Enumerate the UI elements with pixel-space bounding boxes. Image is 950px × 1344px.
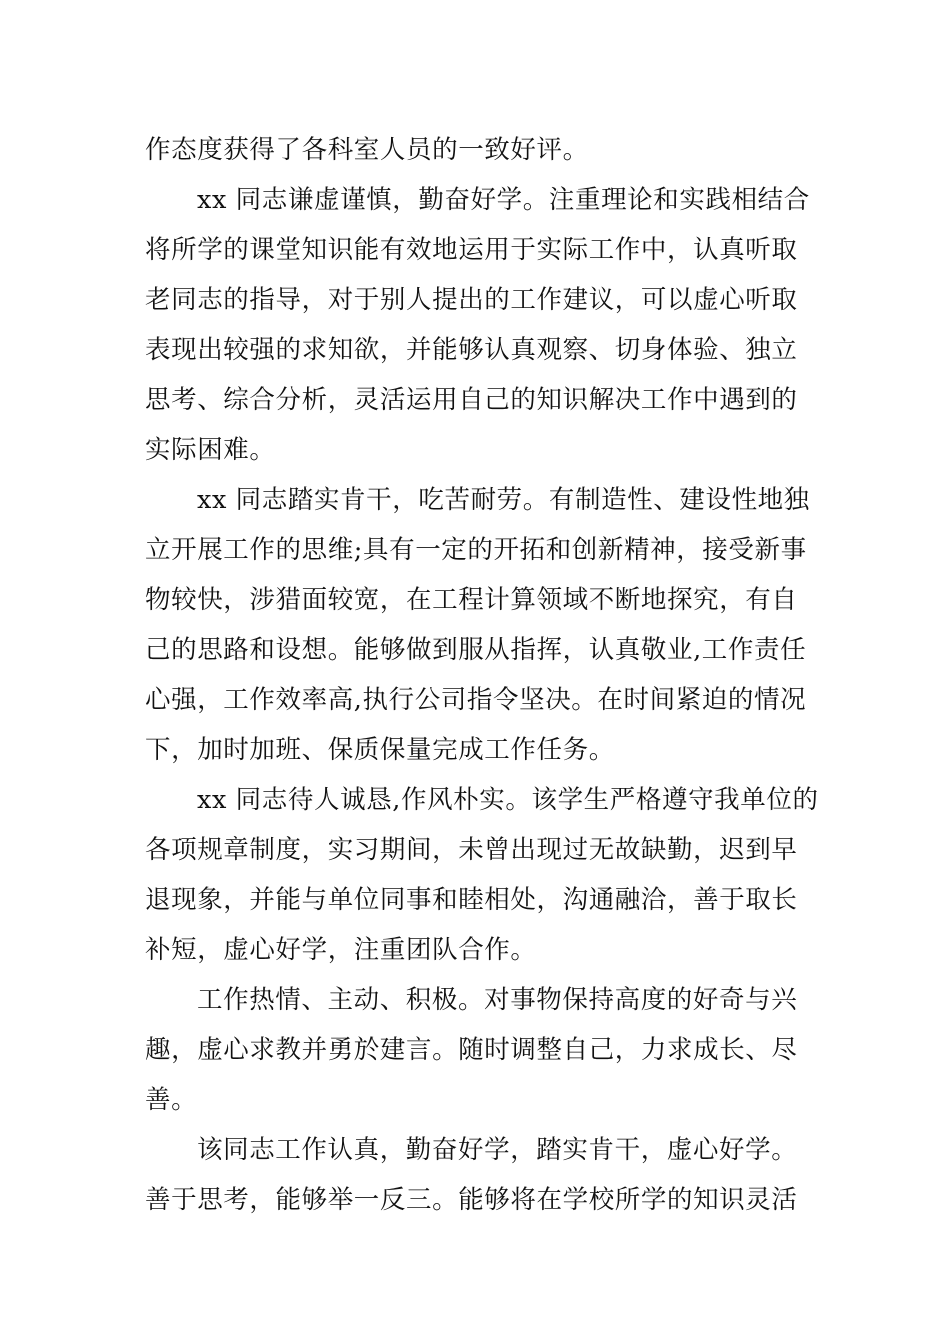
text-line: 己的思路和设想。能够做到服从指挥，认真敬业,工作责任: [145, 635, 807, 665]
paragraph-start-line: xx 同志谦虚谨慎，勤奋好学。注重理论和实践相结合: [197, 185, 810, 215]
text-line: 善于思考，能够举一反三。能够将在学校所学的知识灵活: [145, 1185, 798, 1215]
paragraph-start-line: xx 同志待人诚恳,作风朴实。该学生严格遵守我单位的: [197, 785, 819, 815]
text-line: 退现象，并能与单位同事和睦相处，沟通融洽，善于取长: [145, 885, 798, 915]
paragraph-start-line: 工作热情、主动、积极。对事物保持高度的好奇与兴: [197, 985, 798, 1015]
paragraph-start-line: 该同志工作认真，勤奋好学，踏实肯干，虚心好学。: [197, 1135, 798, 1165]
text-line: 补短，虚心好学，注重团队合作。: [145, 935, 537, 965]
text-line: 作态度获得了各科室人员的一致好评。: [145, 135, 589, 165]
text-line: 下，加时加班、保质保量完成工作任务。: [145, 735, 615, 765]
text-line: 善。: [145, 1085, 198, 1115]
text-line: 思考、综合分析，灵活运用自己的知识解决工作中遇到的: [145, 385, 798, 415]
text-line: 老同志的指导，对于别人提出的工作建议，可以虚心听取: [145, 285, 798, 315]
text-line: 各项规章制度，实习期间，未曾出现过无故缺勤，迟到早: [145, 835, 798, 865]
text-line: 表现出较强的求知欲，并能够认真观察、切身体验、独立: [145, 335, 798, 365]
text-line: 物较快，涉猎面较宽，在工程计算领域不断地探究，有自: [145, 585, 798, 615]
text-line: 心强，工作效率高,执行公司指令坚决。在时间紧迫的情况: [145, 685, 807, 715]
text-line: 实际困难。: [145, 435, 276, 465]
text-line: 趣，虚心求教并勇於建言。随时调整自己，力求成长、尽: [145, 1035, 798, 1065]
text-line: 将所学的课堂知识能有效地运用于实际工作中，认真听取: [145, 235, 798, 265]
paragraph-start-line: xx 同志踏实肯干，吃苦耐劳。有制造性、建设性地独: [197, 485, 810, 515]
text-line: 立开展工作的思维;具有一定的开拓和创新精神，接受新事: [145, 535, 807, 565]
